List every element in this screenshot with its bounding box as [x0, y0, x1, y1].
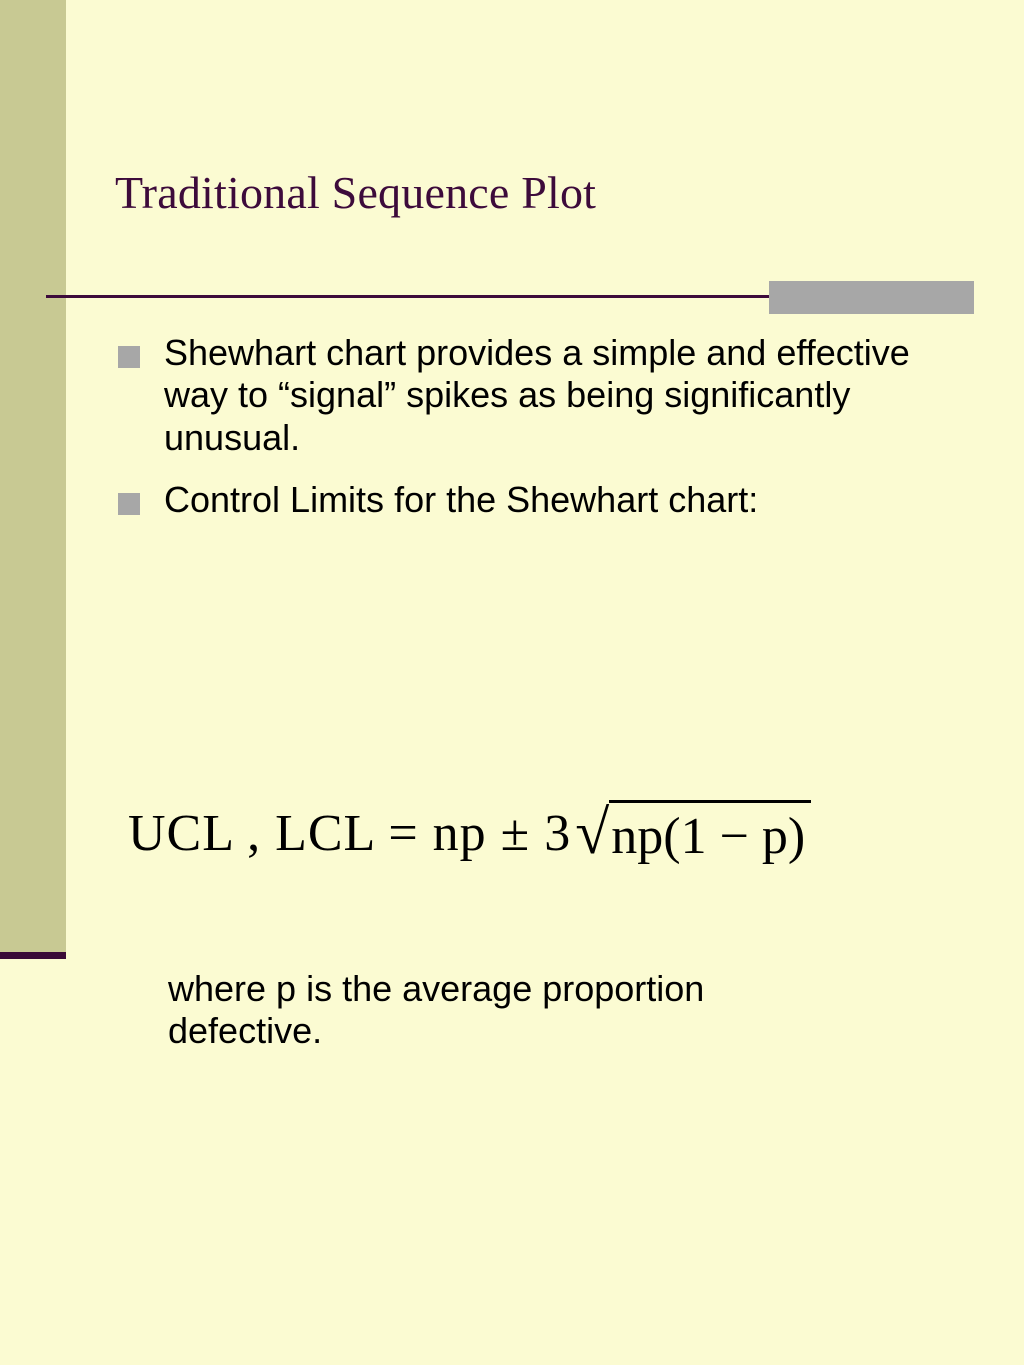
left-decorative-band: [0, 0, 66, 952]
formula-radicand: np(1 − p): [609, 800, 811, 866]
bullet-text: Control Limits for the Shewhart chart:: [164, 479, 759, 521]
control-limits-formula: [128, 800, 811, 866]
formula-note: where p is the average proportion defective.: [168, 968, 705, 1052]
title-divider-accent-block: [769, 281, 974, 314]
bullet-list: [118, 332, 988, 542]
page-title: Traditional Sequence Plot: [115, 167, 597, 218]
square-bullet-icon: [118, 493, 140, 515]
left-band-rule: [0, 952, 66, 959]
bullet-text: Shewhart chart provides a simple and effective way to “signal” spikes as being significantly unusual.: [164, 332, 910, 458]
square-bullet-icon: [118, 346, 140, 368]
list-item: [118, 332, 988, 459]
formula-left-side: UCL , LCL = np ± 3: [128, 804, 572, 862]
list-item: [118, 479, 988, 521]
square-root-group: [575, 800, 811, 866]
radical-sign-icon: √: [575, 799, 610, 867]
